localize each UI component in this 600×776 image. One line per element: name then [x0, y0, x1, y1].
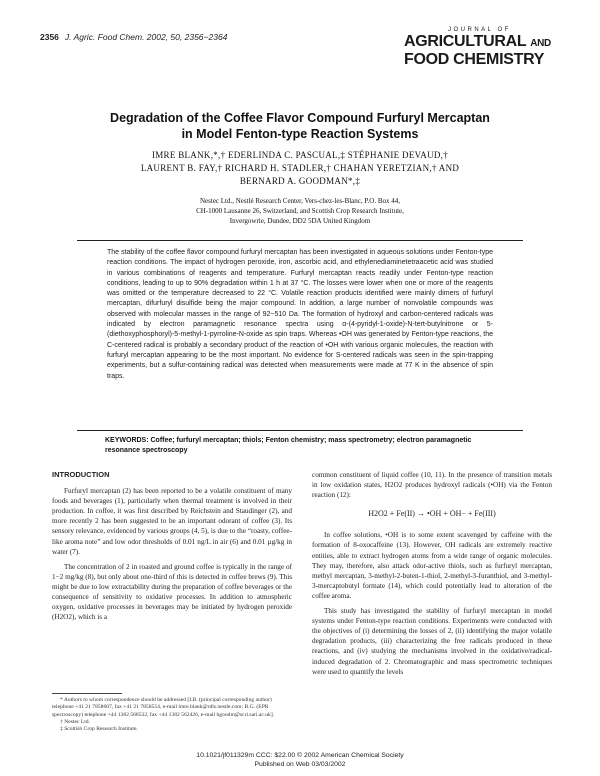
affil-line2: CH-1000 Lausanne 26, Switzerland, and Scottish Crop Research Institute,: [196, 207, 404, 215]
masthead-line1: JOURNAL OF: [448, 27, 511, 33]
author-list: [70, 149, 530, 188]
keywords: KEYWORDS: Coffee; furfuryl mercaptan; thiols; Fenton chemistry; mass spectrometry; electron paramagnetic resonance spectroscopy: [105, 437, 472, 454]
authors-line3: BERNARD A. GOODMAN*,‡: [239, 176, 361, 186]
title-line2: in Model Fenton-type Reaction Systems: [181, 127, 419, 141]
doi-line: 10.1021/jf011329m CCC: $22.00 © 2002 American Chemical Society: [196, 752, 404, 759]
running-head: [40, 32, 227, 42]
footnote-dagger: † Nestec Ltd.: [60, 718, 90, 725]
footnote-corresponding: * Authors to whom correspondence should be addressed [I.B. (principal corresponding author) telephone +41 21 7858607, fax +41 21 7858554, e-mail imre.blank@rdls.nestle.com; B.G. (EPR spectroscopy) telephone +44 1382 568532, fax +44 1382 562426, e-mail bgoodm@scri.sari.ac.uk].: [52, 697, 275, 718]
authors-line1: IMRE BLANK,*,† EDERLINDA C. PASCUAL,‡ STÉPHANIE DEVAUD,†: [151, 150, 449, 160]
affil-line3: Invergowrie, Dundee, DD2 5DA United Kingdom: [229, 217, 371, 225]
footnotes: [52, 697, 292, 733]
masthead-and: AND: [530, 38, 551, 49]
article-title: [60, 110, 540, 142]
intro-paragraph-4: In coffee solutions, •OH is to some extent scavenged by caffeine with the formation of 8-oxocaffeine (13). However, OH radicals are extremely reactive entities, able to extract hydrogen atoms from a wide range of organic molecules. They may, therefore, also attack odor-active thiols, such as furfuryl mercaptan, methyl mercaptan, 3-methyl-2-buten-1-thiol, 2-methyl-3-furanthiol, and 3-methyl-3-mercaptobutyl formate (14), which could potentially lead to alteration of the coffee aroma.: [312, 531, 552, 600]
right-column: [312, 470, 552, 682]
fenton-equation: H2O2 + Fe(II) → •OH + OH− + Fe(III): [368, 509, 496, 519]
page-number: 2356: [40, 32, 59, 42]
footnote-divider: [52, 693, 122, 694]
intro-paragraph-5: This study has investigated the stability of furfuryl mercaptan in model systems under Fenton-type reaction conditions. Experiments were conducted with the objectives of (i) determining the losses of 2, (ii) identifying the major volatile degradation products, (iii) characterizing the free radicals produced in these reactions, and (iv) studying the mechanisms involved in the oxidative/radical-induced degradation of 2. Chromatographic and mass spectrometric techniques were used to quantify the levels: [312, 607, 552, 676]
abstract-box: [77, 240, 523, 431]
intro-paragraph-2: The concentration of 2 in roasted and ground coffee is typically in the range of 1−2 mg/kg (8), but only about one-third of this is detected in coffee brews (9). This might be due to low extractability during the preparation of coffee beverages or the consequence of sensitivity to oxidative processes. In addition to atmospheric oxygen, oxidative processes in beverages may be initiated by hydrogen peroxide (H2O2), which is a: [52, 562, 292, 622]
intro-paragraph-3: common constituent of liquid coffee (10, 11). In the presence of transition metals in low oxidation states, H2O2 produces hydroxyl radicals (•OH) via the Fenton reaction (12):: [312, 471, 552, 500]
abstract-text: The stability of the coffee flavor compound furfuryl mercaptan has been investigated in aqueous solutions under Fenton-type reaction conditions. The impact of hydrogen peroxide, iron, ascorbic acid, and ethylenediaminetetraacetic acid was studied in various combinations of reagents and temperature. Furfuryl mercaptan reacts readily under Fenton-type reaction conditions, leading to up to 90% degradation within 1 h at 37 °C. The losses were lower when one or more of the reagents was omitted or the temperature decreased to 22 °C. Volatile reaction products identified were mainly dimers of furfuryl mercaptan, difurfuryl disulfide being the major compound. In addition, a large number of nonvolatile compounds was observed with molecular masses in the range of 92−510 Da. The formation of hydroxyl and carbon-centered radicals was indicated by electron paramagnetic resonance spectra using α-(4-pyridyl-1-oxide)-N-tert-butylnitrone or 5-(diethoxyphosphoryl)-5-methyl-1-pyrroline-N-oxide as spin traps. Whereas •OH was generated by Fenton-type reactions, the C-centered radical is probably a secondary product of the reaction of •OH with various organic molecules, the reaction with furfuryl mercaptan appearing to be the most important. No evidence for S-centered radicals was seen in the spin-trapping experiments, but a sulfur-containing radical was detected when measurements were made at 77 K in the absence of spin traps.: [107, 249, 493, 380]
left-column: [52, 470, 292, 627]
introduction-heading: INTRODUCTION: [52, 470, 110, 479]
footnote-double-dagger: ‡ Scottish Crop Research Institute.: [60, 726, 138, 733]
intro-paragraph-1: Furfuryl mercaptan (2) has been reported to be a volatile constituent of many foods and beverages (1), particularly when thermal treatment is involved in their production. In coffee, it was first described by Reichstein and Staudinger (2), and more recently 2 has been suggested to be an important odorant of coffee (3). Its sensory relevance, evidenced by various groups (4, 5), is due to the “roasty, coffee-like aroma note” and low odor thresholds of 0.01 ng/L in air (6) and 0.01 µg/kg in water (7).: [52, 487, 292, 556]
affiliations: [90, 196, 510, 226]
authors-line2: LAURENT B. FAY,† RICHARD H. STADLER,† CHAHAN YERETZIAN,† AND: [140, 163, 460, 173]
title-line1: Degradation of the Coffee Flavor Compound Furfuryl Mercaptan: [110, 111, 490, 125]
journal-masthead: [404, 26, 564, 68]
journal-citation: J. Agric. Food Chem. 2002, 50, 2356−2364: [64, 32, 228, 42]
published-line: Published on Web 03/03/2002: [254, 760, 346, 768]
page-footer: [0, 752, 600, 769]
affil-line1: Nestec Ltd., Nestlé Research Center, Vers-chez-les-Blanc, P.O. Box 44,: [199, 197, 400, 205]
masthead-line3: FOOD CHEMISTRY: [404, 51, 545, 68]
masthead-line2: AGRICULTURAL: [404, 33, 527, 50]
